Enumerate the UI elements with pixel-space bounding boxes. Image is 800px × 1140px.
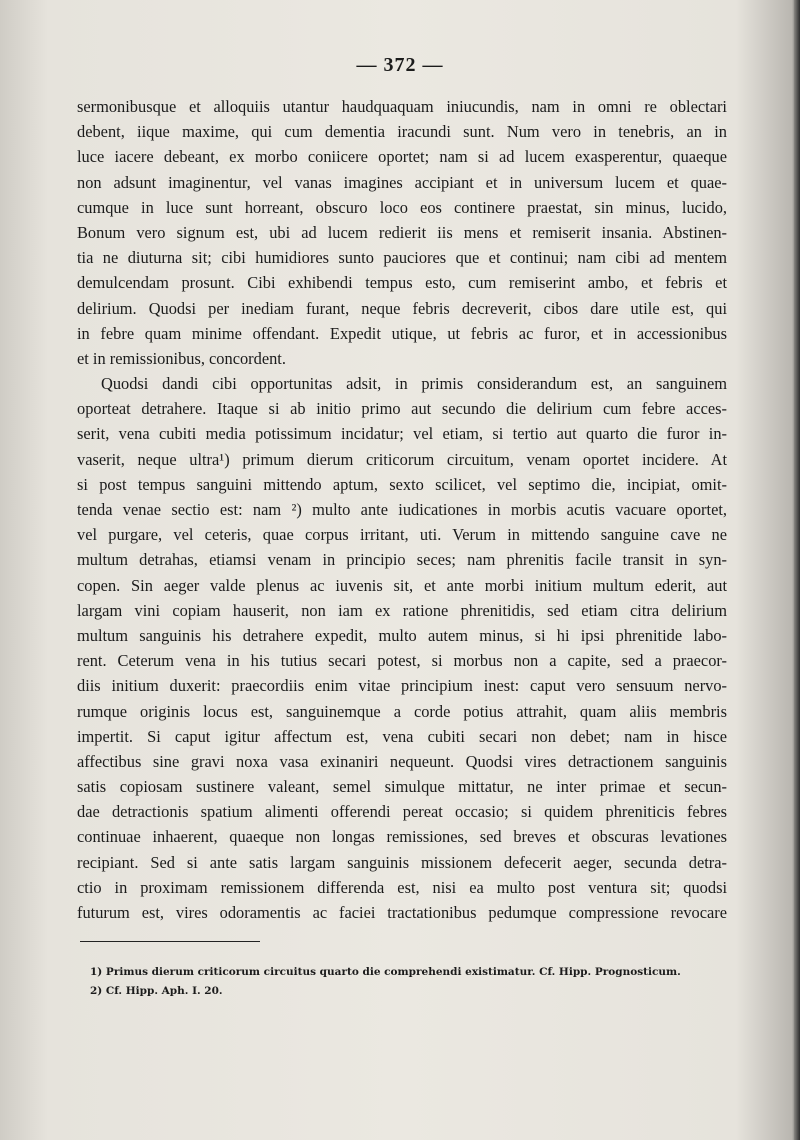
text-line: ctio in proximam remissionem differenda est, nisi ea multo post ventura sit; quodsi [77, 877, 727, 897]
text-line: demulcendam prosunt. Cibi exhibendi tempus esto, cum remiserint ambo, et febris et [77, 273, 727, 293]
footnote: 2) Cf. Hipp. Aph. I. 20. [90, 985, 223, 997]
text-line: oporteat detrahere. Itaque si ab initio primo aut secundo die delirium cum febre acces- [77, 399, 727, 419]
text-line: rumque originis locus est, sanguinemque a corde potius attrahit, quam aliis membris [77, 701, 727, 721]
text-line: in febre quam minime offendant. Expedit utique, ut febris ac furor, et in accessionibus [77, 323, 727, 343]
page-edge-shadow [794, 0, 800, 1140]
text-line: vaserit, neque ultra¹) primum dierum criticorum circuitum, venam oportet incidere. At [77, 449, 727, 469]
text-line: cumque in luce sunt horreant, obscuro loco eos continere praestat, sin minus, lucido, [77, 197, 727, 217]
text-line: et in remissionibus, concordent. [77, 348, 286, 368]
text-line: Quodsi dandi cibi opportunitas adsit, in primis considerandum est, an sanguinem [101, 374, 727, 394]
text-line: serit, vena cubiti media potissimum incidatur; vel etiam, si tertio aut quarto die furor in- [77, 424, 727, 444]
text-line: diis initium duxerit: praecordiis enim vitae principium inest: caput vero sensuum nervo- [77, 676, 727, 696]
text-line: Bonum vero signum est, ubi ad lucem redierit iis mens et remiserit insania. Abstinen- [77, 222, 727, 242]
text-line: sermonibusque et alloquiis utantur haudquaquam iniucundis, nam in omni re oblectari [77, 97, 727, 116]
text-line: recipiant. Sed si ante satis largam sanguinis missionem defecerit aeger, secunda detra- [77, 852, 727, 872]
text-line: luce iacere debeant, ex morbo coniicere oportet; nam si ad lucem exasperentur, quaeque [77, 147, 727, 167]
text-line: satis copiosam sustinere valeant, semel simulque mittatur, ne inter primae et secun- [77, 777, 727, 797]
footnote-rule [80, 941, 260, 942]
text-line: futurum est, vires odoramentis ac faciei tractationibus pedumque compressione revocare [77, 903, 727, 922]
text-line: rent. Ceterum vena in his tutius secari potest, si morbus non a capite, sed a praecor- [77, 651, 727, 671]
text-line: affectibus sine gravi noxa vasa exinaniri nequeunt. Quodsi vires detractionem sanguinis [77, 751, 727, 771]
text-line: non adsunt imaginentur, vel vanas imagines accipiant et in universum lucem et quae- [77, 172, 727, 192]
text-line: dae detractionis spatium alimenti offerendi pereat occasio; si quidem phreniticis febres [77, 802, 727, 822]
text-line: tia ne diuturna sit; cibi humidiores sunto pauciores que et continui; nam cibi ad mentem [77, 248, 727, 268]
text-line: multum sanguinis his detrahere expedit, multo autem minus, si hi ipsi phrenitide labo- [77, 625, 727, 645]
footnote: 1) Primus dierum criticorum circuitus quarto die comprehendi existimatur. Cf. Hipp. Prognosticum. [90, 966, 681, 978]
text-line: delirium. Quodsi per inediam furant, neque febris decreverit, cibos dare utile est, qui [77, 298, 727, 318]
text-line: si post tempus sanguini mittendo aptum, sexto scilicet, vel septimo die, incipiat, omit- [77, 474, 727, 494]
body-text [77, 94, 727, 925]
text-line: multum detrahas, etiamsi venam in principio seces; nam phrenitis facile transit in syn- [77, 550, 727, 570]
text-line: copen. Sin aeger valde plenus ac iuvenis sit, et ante morbi initium multum ederit, aut [77, 575, 727, 595]
text-line: tenda venae sectio est: nam ²) multo ante iudicationes in morbis acutis vacuare oportet, [77, 500, 727, 519]
text-line: vel purgare, vel ceteris, quae corpus irritant, uti. Verum in mittendo sanguine cave ne [77, 525, 727, 545]
text-line: largam vini copiam hauserit, non iam ex ratione phrenitidis, sed etiam citra delirium [77, 600, 727, 620]
text-line: continuae inhaerent, quaeque non longas remissiones, sed breves et obscuras levationes [77, 827, 727, 847]
footnotes [90, 963, 690, 1001]
page-number: — 372 — [356, 54, 444, 76]
text-line: impertit. Si caput igitur affectum est, vena cubiti secari non debet; nam in hisce [77, 726, 727, 746]
text-line: debent, iique maxime, qui cum dementia iracundi sunt. Num vero in tenebris, an in [77, 122, 727, 142]
